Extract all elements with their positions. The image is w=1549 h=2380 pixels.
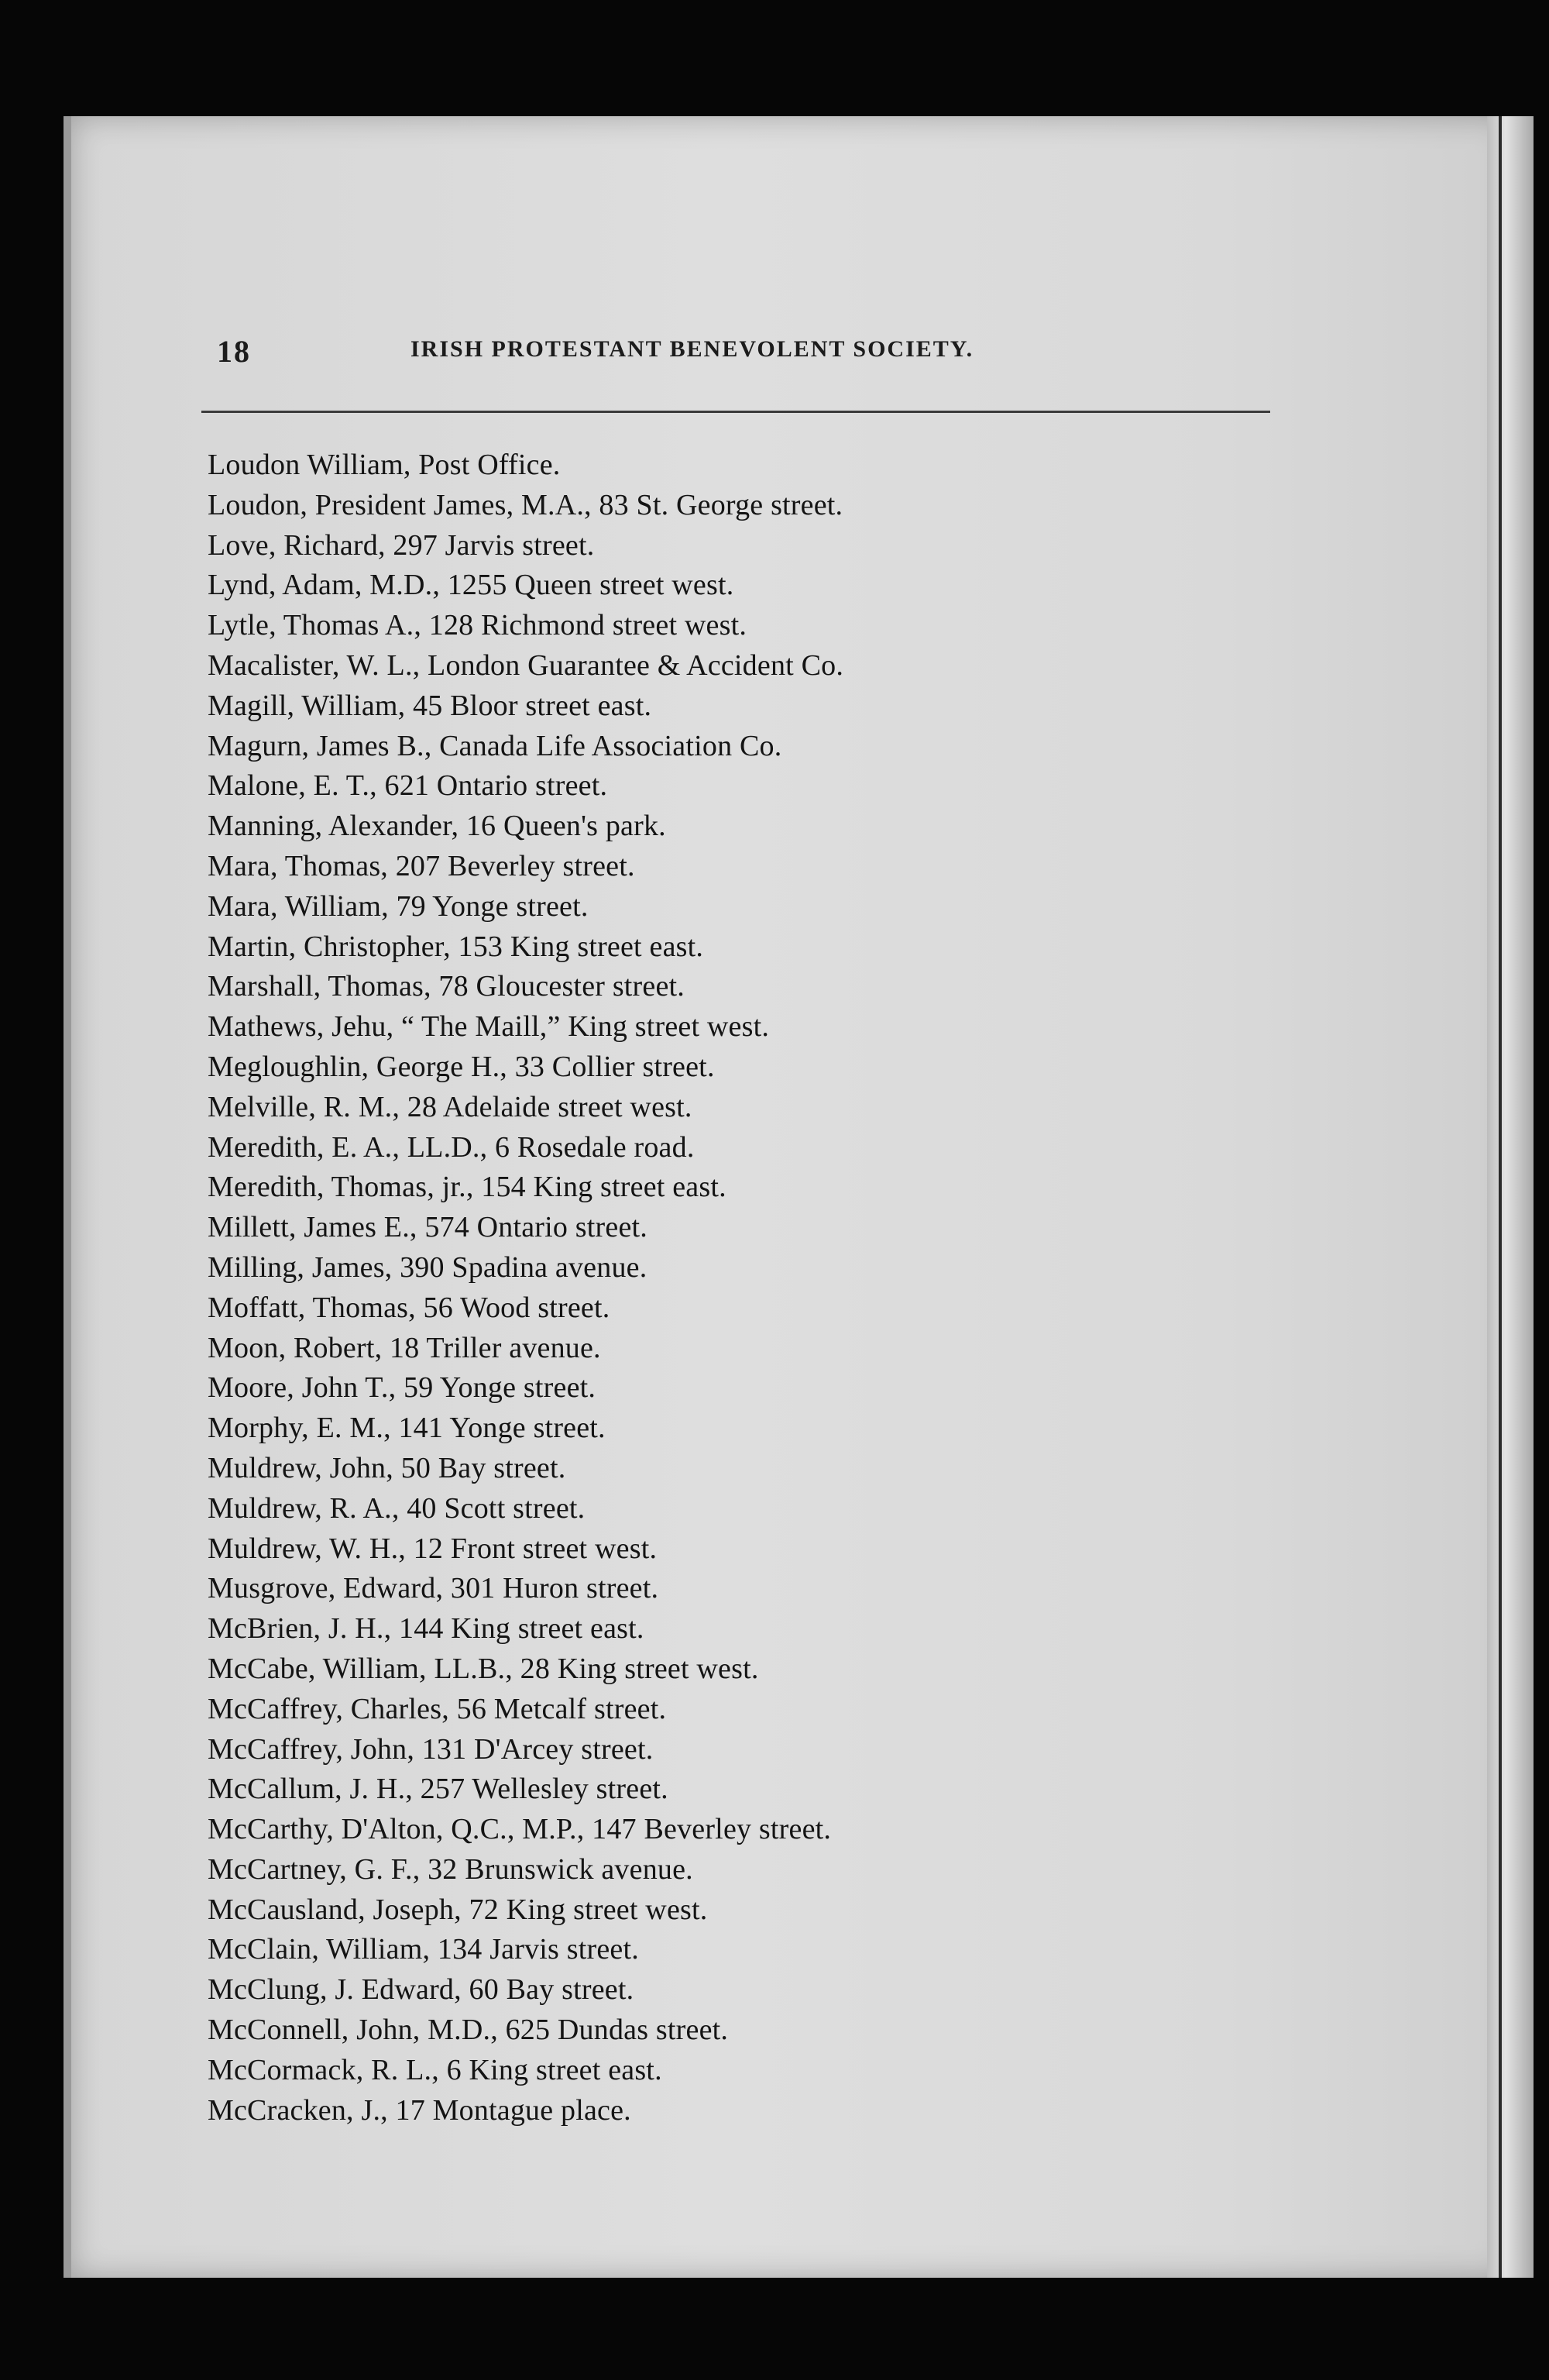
- member-entry: Moore, John T., 59 Yonge street.: [208, 1371, 596, 1405]
- member-entry: Love, Richard, 297 Jarvis street.: [208, 528, 595, 562]
- member-entry: McCaffrey, John, 131 D'Arcey street.: [208, 1732, 654, 1766]
- page-header: [217, 333, 1301, 380]
- member-entry: Mathews, Jehu, “ The Maill,” King street west.: [208, 1010, 770, 1044]
- member-entry: McClain, William, 134 Jarvis street.: [208, 1933, 639, 1966]
- page-number: 18: [217, 334, 251, 369]
- member-entry: Muldrew, John, 50 Bay street.: [208, 1451, 566, 1484]
- member-entry: Lytle, Thomas A., 128 Richmond street west.: [208, 609, 747, 642]
- member-entry: Meredith, E. A., LL.D., 6 Rosedale road.: [208, 1130, 695, 1164]
- running-title: IRISH PROTESTANT BENEVOLENT SOCIETY.: [410, 336, 974, 362]
- member-entry: Loudon William, Post Office.: [208, 449, 561, 481]
- member-entry: Magill, William, 45 Bloor street east.: [208, 689, 652, 722]
- member-entry: McClung, J. Edward, 60 Bay street.: [208, 1973, 634, 2007]
- member-entry: McBrien, J. H., 144 King street east.: [208, 1612, 644, 1646]
- member-entry: McCabe, William, LL.B., 28 King street west.: [208, 1652, 759, 1685]
- page-gutter: [1487, 116, 1534, 2278]
- member-entry: Muldrew, R. A., 40 Scott street.: [208, 1491, 586, 1525]
- member-entry: Magurn, James B., Canada Life Association Co.: [208, 729, 782, 762]
- member-entry: Loudon, President James, M.A., 83 St. George street.: [208, 488, 843, 521]
- member-entry: Manning, Alexander, 16 Queen's park.: [208, 810, 666, 843]
- member-entry: McCarthy, D'Alton, Q.C., M.P., 147 Beverley street.: [208, 1813, 832, 1846]
- member-entry: Muldrew, W. H., 12 Front street west.: [208, 1532, 658, 1565]
- member-entry: McCausland, Joseph, 72 King street west.: [208, 1893, 708, 1926]
- member-entry: Megloughlin, George H., 33 Collier street.: [208, 1050, 715, 1083]
- member-entry: Musgrove, Edward, 301 Huron street.: [208, 1572, 659, 1605]
- member-entry: Moon, Robert, 18 Triller avenue.: [208, 1331, 601, 1364]
- gutter-line: [1499, 116, 1502, 2278]
- member-list: [208, 445, 1331, 2131]
- member-entry: McCormack, R. L., 6 King street east.: [208, 2053, 662, 2086]
- member-entry: Moffatt, Thomas, 56 Wood street.: [208, 1291, 610, 1324]
- member-entry: McCallum, J. H., 257 Wellesley street.: [208, 1773, 668, 1806]
- member-entry: Melville, R. M., 28 Adelaide street west.: [208, 1090, 692, 1123]
- member-entry: McCartney, G. F., 32 Brunswick avenue.: [208, 1852, 693, 1886]
- member-entry: McConnell, John, M.D., 625 Dundas street.: [208, 2014, 729, 2047]
- member-entry: Malone, E. T., 621 Ontario street.: [208, 769, 608, 803]
- member-entry: McCaffrey, Charles, 56 Metcalf street.: [208, 1692, 667, 1725]
- header-rule: [201, 411, 1270, 413]
- member-entry: Morphy, E. M., 141 Yonge street.: [208, 1412, 606, 1445]
- member-entry: Milling, James, 390 Spadina avenue.: [208, 1250, 647, 1284]
- member-entry: Marshall, Thomas, 78 Gloucester street.: [208, 970, 685, 1003]
- member-entry: Mara, Thomas, 207 Beverley street.: [208, 849, 635, 882]
- member-entry: Martin, Christopher, 153 King street east.: [208, 930, 704, 963]
- member-entry: Meredith, Thomas, jr., 154 King street east.: [208, 1171, 726, 1204]
- member-entry: Mara, William, 79 Yonge street.: [208, 889, 589, 923]
- member-entry: McCracken, J., 17 Montague place.: [208, 2093, 631, 2127]
- member-entry: Lynd, Adam, M.D., 1255 Queen street west.: [208, 569, 734, 602]
- member-entry: Macalister, W. L., London Guarantee & Accident Co.: [208, 648, 844, 682]
- member-entry: Millett, James E., 574 Ontario street.: [208, 1211, 647, 1244]
